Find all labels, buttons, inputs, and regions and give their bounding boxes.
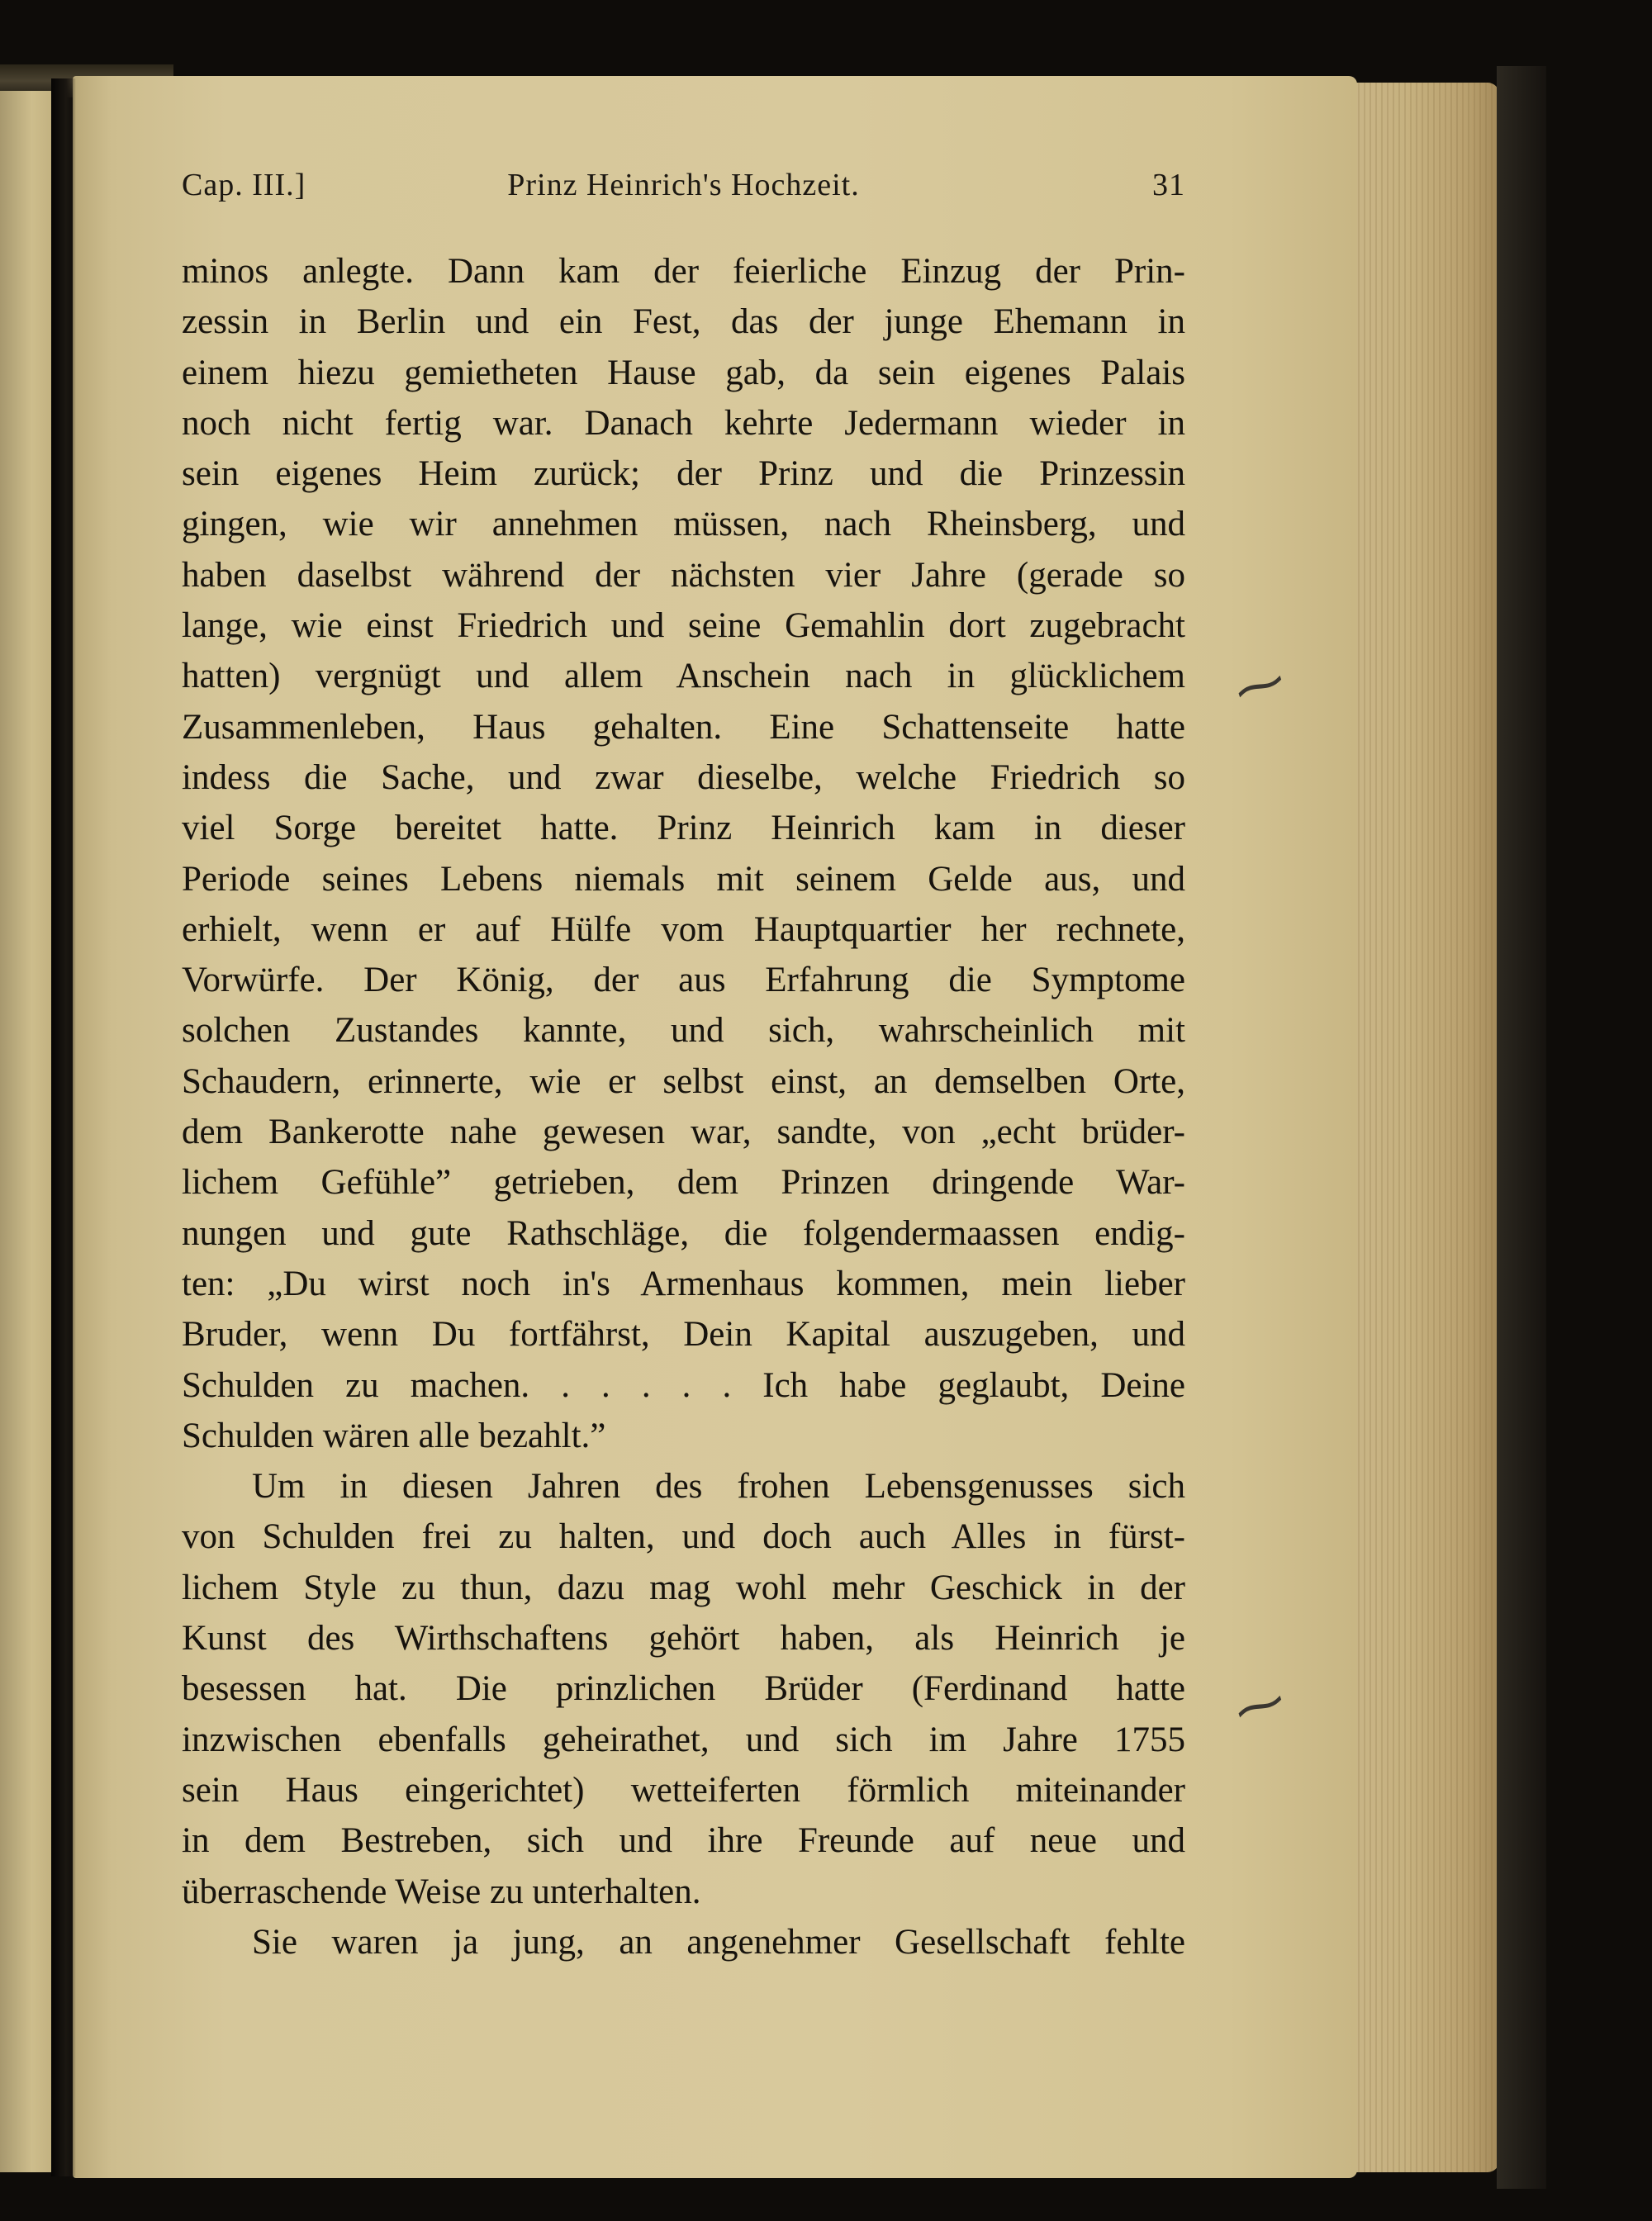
- paragraph-first-line: Um in diesen Jahren des frohen Lebensgenusses sich: [252, 1467, 1185, 1507]
- page-block-edge: [1346, 83, 1499, 2172]
- text-line: erhielt, wenn er auf Hülfe vom Hauptquartier her rechnete,: [182, 909, 1185, 949]
- text-line: besessen hat. Die prinzlichen Brüder (Ferdinand hatte: [182, 1669, 1185, 1709]
- pencil-mark: ⁓: [1227, 1670, 1293, 1741]
- text-line: solchen Zustandes kannte, und sich, wahrscheinlich mit: [182, 1011, 1185, 1051]
- text-line: gingen, wie wir annehmen müssen, nach Rheinsberg, und: [182, 505, 1185, 544]
- running-head: [182, 167, 1185, 216]
- text-line: lichem Gefühle” getrieben, dem Prinzen dringende War-: [182, 1163, 1185, 1203]
- text-line: Zusammenleben, Haus gehalten. Eine Schattenseite hatte: [182, 707, 1185, 747]
- text-line: lange, wie einst Friedrich und seine Gemahlin dort zugebracht: [182, 606, 1185, 646]
- text-line: Schaudern, erinnerte, wie er selbst einst, an demselben Orte,: [182, 1061, 1185, 1101]
- running-title: Prinz Heinrich's Hochzeit.: [507, 168, 860, 202]
- text-line: Kunst des Wirthschaftens gehört haben, als Heinrich je: [182, 1619, 1185, 1659]
- text-line: zessin in Berlin und ein Fest, das der junge Ehemann in: [182, 302, 1185, 342]
- text-line: Vorwürfe. Der König, der aus Erfahrung die Symptome: [182, 961, 1185, 1000]
- book-cover-edge: [1497, 66, 1546, 2189]
- text-line: Schulden zu machen. . . . . . Ich habe geglaubt, Deine: [182, 1365, 1185, 1405]
- body-text: [182, 246, 1185, 1967]
- text-line: minos anlegte. Dann kam der feierliche Einzug der Prin-: [182, 252, 1185, 291]
- text-line: sein Haus eingerichtet) wetteiferten förmlich miteinander: [182, 1770, 1185, 1810]
- text-line: haben daselbst während der nächsten vier Jahre (gerade so: [182, 555, 1185, 595]
- text-line: nungen und gute Rathschläge, die folgendermaassen endig-: [182, 1213, 1185, 1253]
- paragraph-first-line: Sie waren ja jung, an angenehmer Gesellschaft fehlte: [252, 1922, 1185, 1962]
- text-line: viel Sorge bereitet hatte. Prinz Heinrich kam in dieser: [182, 809, 1185, 848]
- page-number: 31: [1152, 168, 1185, 202]
- text-line: überraschende Weise zu unterhalten.: [182, 1872, 701, 1911]
- text-line: ten: „Du wirst noch in's Armenhaus kommen, mein lieber: [182, 1264, 1185, 1303]
- text-line: Periode seines Lebens niemals mit seinem Gelde aus, und: [182, 859, 1185, 899]
- text-line: einem hiezu gemietheten Hause gab, da sein eigenes Palais: [182, 353, 1185, 392]
- text-line: noch nicht fertig war. Danach kehrte Jedermann wieder in: [182, 403, 1185, 443]
- text-line: Schulden wären alle bezahlt.”: [182, 1416, 606, 1455]
- text-line: inzwischen ebenfalls geheirathet, und sich im Jahre 1755: [182, 1720, 1185, 1759]
- text-line: Bruder, wenn Du fortfährst, Dein Kapital auszugeben, und: [182, 1315, 1185, 1355]
- facing-page-edge: [0, 91, 58, 2172]
- gutter-shadow: [51, 78, 76, 2176]
- text-line: sein eigenes Heim zurück; der Prinz und die Prinzessin: [182, 454, 1185, 494]
- text-line: lichem Style zu thun, dazu mag wohl mehr Geschick in der: [182, 1568, 1185, 1607]
- text-line: von Schulden frei zu halten, und doch auch Alles in fürst-: [182, 1517, 1185, 1557]
- text-line: indess die Sache, und zwar dieselbe, welche Friedrich so: [182, 757, 1185, 797]
- text-line: in dem Bestreben, sich und ihre Freunde auf neue und: [182, 1821, 1185, 1861]
- chapter-label: Cap. III.]: [182, 168, 306, 202]
- pencil-mark: ⁓: [1227, 650, 1293, 721]
- text-line: hatten) vergnügt und allem Anschein nach in glücklichem: [182, 657, 1185, 696]
- text-line: dem Bankerotte nahe gewesen war, sandte, von „echt brüder-: [182, 1113, 1185, 1152]
